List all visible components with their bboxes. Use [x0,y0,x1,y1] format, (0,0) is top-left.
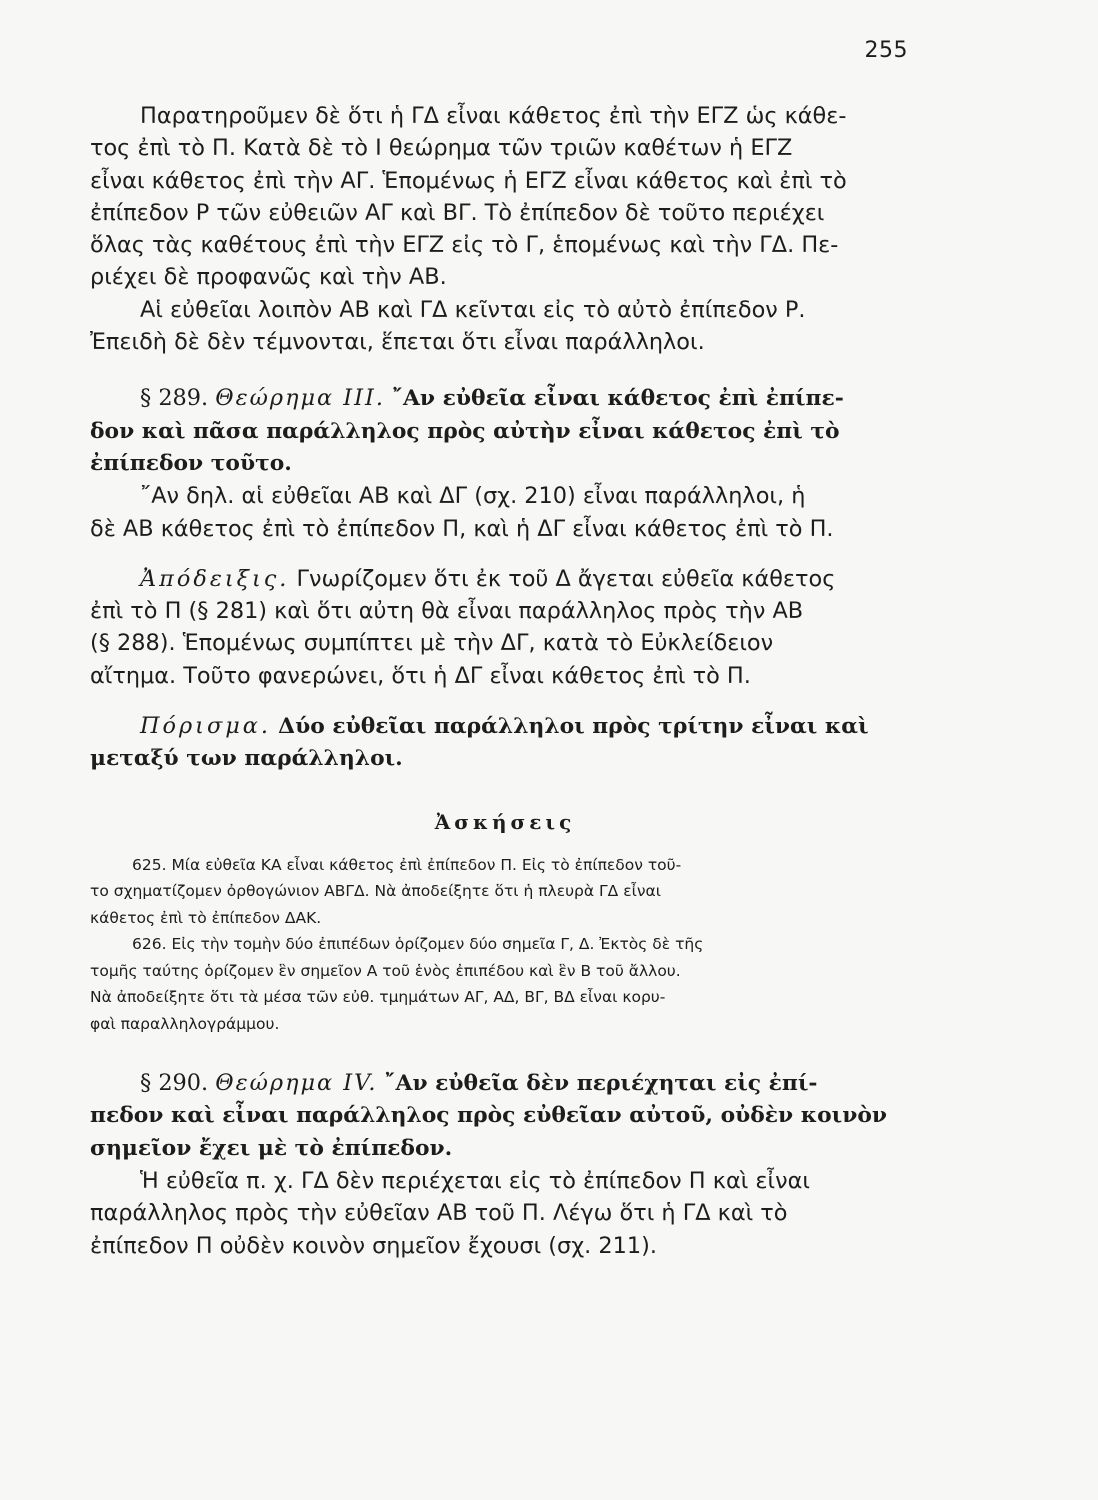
page [90,38,920,1262]
text-line: Γνωρίζομεν ὅτι ἐκ τοῦ Δ ἄγεται εὐθεῖα κάθετος [296,565,836,592]
text-line: ἐπὶ τὸ Π (§ 281) καὶ ὅτι αὐτη θὰ εἶναι παράλληλος πρὸς τὴν ΑΒ [90,598,804,625]
theorem-statement: ῎Αν εὐθεῖα δὲν περιέχηται εἰς ἐπί- [384,1071,818,1097]
exercises-heading: Ἀσκήσεις [434,809,576,834]
text-line: Παρατηροῦμεν δὲ ὅτι ἡ ΓΔ εἶναι κάθετος ἐπὶ τὴν ΕΓΖ ὡς κάθε- [140,103,847,129]
theorem-statement: ῎Αν εὐθεῖα εἶναι κάθετος ἐπὶ ἐπίπε- [392,386,844,412]
intro-paragraph [90,100,920,294]
theorem-statement-line: σημεῖον ἔχει μὲ τὸ ἐπίπεδον. [90,1135,453,1161]
corollary-statement: Δύο εὐθεῖαι παράλληλοι πρὸς τρίτην εἶναι καὶ [278,714,869,740]
proof-paragraph [90,563,920,692]
text-line: κάθετος ἐπὶ τὸ ἐπίπεδον ΔΑΚ. [90,908,322,927]
text-line: ῎Αν δηλ. αἱ εὐθεῖαι ΑΒ καὶ ΔΓ (σχ. 210) εἶναι παράλληλοι, ἡ [140,483,806,510]
text-line: ὅλας τὰς καθέτους ἐπὶ τὴν ΕΓΖ εἰς τὸ Γ, ἑπομένως καὶ τὴν ΓΔ. Πε- [90,232,839,259]
theorem-289 [90,382,920,480]
text-line: τος ἐπὶ τὸ Π. Κατὰ δὲ τὸ Ι θεώρημα τῶν τριῶν καθέτων ἡ ΕΓΖ [90,135,793,162]
text-line: Ἐπειδὴ δὲ δὲν τέμνονται, ἕπεται ὅτι εἶναι παράλληλοι. [90,329,705,356]
text-line: 626. Εἰς τὴν τομὴν δύο ἐπιπέδων ὁρίζομεν δύο σημεῖα Γ, Δ. Ἐκτὸς δὲ τῆς [132,935,704,954]
text-line: το σχηματίζομεν ὀρθογώνιον ΑΒΓΔ. Νὰ ἀποδείξητε ὅτι ἡ πλευρὰ ΓΔ εἶναι [90,882,661,901]
text-line: ἐπίπεδον Π οὐδὲν κοινὸν σημεῖον ἔχουσι (σχ. 211). [90,1232,657,1259]
text-line: Ἡ εὐθεῖα π. χ. ΓΔ δὲν περιέχεται εἰς τὸ ἐπίπεδον Π καὶ εἶναι [140,1168,810,1195]
text-line: εἶναι κάθετος ἐπὶ τὴν ΑΓ. Ἑπομένως ἡ ΕΓΖ εἶναι κάθετος καὶ ἐπὶ τὸ [90,167,847,194]
theorem-statement-line: ἐπίπεδον τοῦτο. [90,450,292,476]
corollary-paragraph [90,710,920,776]
exercise-625 [90,852,920,932]
page-number: 255 [864,38,908,63]
example-paragraph [90,1165,920,1262]
section-number: § 289. [140,385,209,412]
proof-label: Ἀπόδειξις. [140,565,290,592]
text-line: (§ 288). Ἑπομένως συμπίπτει μὲ τὴν ΔΓ, κατὰ τὸ Εὐκλείδειον [90,630,774,657]
theorem-statement-line: δον καὶ πᾶσα παράλληλος πρὸς αὐτὴν εἶναι κάθετος ἐπὶ τὸ [90,418,840,444]
text-line: φαὶ παραλληλογράμμου. [90,1014,280,1033]
text-line: Αἱ εὐθεῖαι λοιπὸν ΑΒ καὶ ΓΔ κεῖνται εἰς τὸ αὐτὸ ἐπίπεδον Ρ. [140,296,806,323]
corollary-statement-line: μεταξύ των παράλληλοι. [90,746,403,772]
theorem-title: Θεώρημα ΙΙΙ. [215,385,385,412]
text-line: αἴτημα. Τοῦτο φανερώνει, ὅτι ἡ ΔΓ εἶναι κάθετος ἐπὶ τὸ Π. [90,662,751,689]
text-line: τομῆς ταύτης ὁρίζομεν ἓν σημεῖον Α τοῦ ἑνὸς ἐπιπέδου καὶ ἓν Β τοῦ ἄλλου. [90,961,681,980]
section-number: § 290. [140,1070,209,1097]
corollary-label: Πόρισμα. [140,713,272,740]
text-line: 625. Μία εὐθεῖα ΚΑ εἶναι κάθετος ἐπὶ ἐπίπεδον Π. Εἰς τὸ ἐπίπεδον τοῦ- [132,855,682,874]
text-line: δὲ ΑΒ κάθετος ἐπὶ τὸ ἐπίπεδον Π, καὶ ἡ ΔΓ εἶναι κάθετος ἐπὶ τὸ Π. [90,515,834,542]
text-line: παράλληλος πρὸς τὴν εὐθεῖαν ΑΒ τοῦ Π. Λέγω ὅτι ἡ ΓΔ καὶ τὸ [90,1200,788,1227]
theorem-statement-line: πεδον καὶ εἶναι παράλληλος πρὸς εὐθεῖαν αὐτοῦ, οὐδὲν κοινὸν [90,1103,887,1129]
text-line: Νὰ ἀποδείξητε ὅτι τὰ μέσα τῶν εὐθ. τμημάτων ΑΓ, ΑΔ, ΒΓ, ΒΔ εἶναι κορυ- [90,988,666,1007]
theorem-title: Θεώρημα ΙV. [215,1070,378,1097]
hypothesis-paragraph [90,480,920,545]
text-line: ριέχει δὲ προφανῶς καὶ τὴν ΑΒ. [90,264,447,291]
conclusion-paragraph [90,294,920,359]
theorem-290 [90,1067,920,1165]
exercise-626 [90,931,920,1037]
text-line: ἐπίπεδον Ρ τῶν εὐθειῶν ΑΓ καὶ ΒΓ. Τὸ ἐπίπεδον δὲ τοῦτο περιέχει [90,199,825,226]
